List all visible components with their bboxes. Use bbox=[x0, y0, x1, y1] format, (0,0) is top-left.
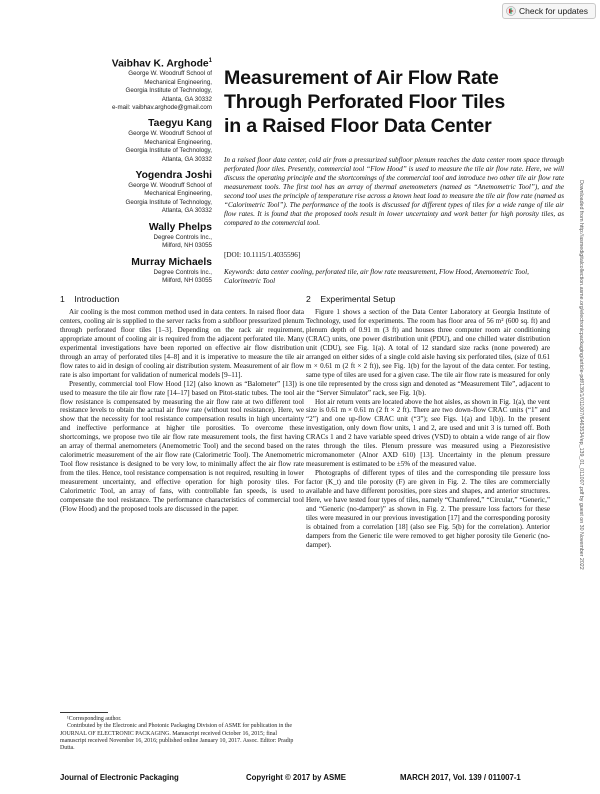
author-affiliation bbox=[60, 234, 212, 251]
affiliation-line: Georgia Institute of Technology, bbox=[125, 198, 212, 206]
abstract: In a raised floor data center, cold air from a pressurized subfloor plenum reaches the data center room space through perforated floor tiles. Presently, commercial tool “Flow Hood” is used to measure the tile air flow rate. Here, we will discuss the operating principle and the shortcomings of the commercial tool and introduce two other tile air flow rate measurement tools. The first tool has an array of thermal anemometers (named as “Anemometric Tool”), and the second tool uses the principle of temperature rise across a known heat load to measure the tile air flow rate (named as “Calorimetric Tool”). The performance of the tools is discussed for different types of tiles for a wide range of tile air flow rates. It is found that the proposed tools result in lower uncertainty and work better for high porosity tiles, as compared to the commercial tool. bbox=[224, 156, 564, 227]
section-heading-experimental-setup bbox=[306, 294, 395, 304]
author-affiliation bbox=[60, 70, 212, 112]
footnote: ¹Corresponding author. bbox=[67, 716, 122, 722]
paragraph: Figure 1 shows a section of the Data Center Laboratory at Georgia Institute of Technology, used for experiments. The room has floor area of 56 m² (600 sq. ft) and plenum depth of 0.91 m (3 ft) and houses three computer room air conditioning (CRAC) units, one power distribution unit (PDU), and one chilled water distribution unit (CDU), see Fig. 1(a). A total of 12 standard size racks (none powered) are arranged on either sides of a single cold aisle having six perforated tiles, (size of 0.61 m × 0.61 m (2 ft × 2 ft)), see Fig. 1(b) for the layout of the data center. For testing, same type of tiles are used for a given case. The tile air flow rate is measured for only one tile represented by the cross sign and denoted as “Measurement Tile”, adjacent to the “Server Simulator” rack, see Fig. 1(b). bbox=[306, 308, 550, 397]
author-block bbox=[60, 221, 212, 251]
footnote-rule bbox=[60, 712, 108, 713]
author-name: Yogendra Joshi bbox=[135, 170, 212, 182]
issue-info: MARCH 2017, Vol. 139 / 011007-1 bbox=[400, 773, 521, 782]
check-for-updates-label: Check for updates bbox=[519, 6, 588, 16]
affiliation-line: Degree Controls Inc., bbox=[153, 233, 212, 241]
affiliation-line: Degree Controls Inc., bbox=[153, 268, 212, 276]
doi: [DOI: 10.1115/1.4035596] bbox=[224, 251, 301, 259]
affiliation-line: Atlanta, GA 30332 bbox=[161, 207, 212, 215]
section-heading-introduction bbox=[60, 294, 119, 304]
affiliation-line: George W. Woodruff School of bbox=[128, 70, 212, 78]
experimental-setup-text bbox=[306, 308, 550, 550]
author-block bbox=[60, 256, 212, 286]
check-for-updates-icon bbox=[506, 6, 516, 16]
section-title: Introduction bbox=[74, 294, 120, 304]
author-block bbox=[60, 55, 212, 112]
affiliation-line: Milford, NH 03055 bbox=[162, 276, 212, 284]
affiliation-line: Mechanical Engineering, bbox=[144, 138, 212, 146]
affiliation-line: Atlanta, GA 30332 bbox=[161, 95, 212, 103]
affiliation-line: George W. Woodruff School of bbox=[128, 182, 212, 190]
affiliation-line: Atlanta, GA 30332 bbox=[161, 155, 212, 163]
paragraph: Air cooling is the most common method used in data centers. In raised floor data centers, cooling air is supplied to the server racks from a subfloor pressurized plenum through perforated floor tiles [1–3]. Depending on the rack air requirement, appropriate amount of cooling air is required from the adjacent perforated tile. Many experimental investigations have been reported on effective air flow distribution through an array of perforated tiles [4–8] and it is imperative to measure the tile air flow rates to aid in design of cooling air distribution system. Measurement of air flow rate is also important for validation of numerical models [9–11]. bbox=[60, 308, 304, 379]
affiliation-line: e-mail: vaibhav.arghode@gmail.com bbox=[111, 104, 212, 112]
affiliation-line: Mechanical Engineering, bbox=[144, 78, 212, 86]
paragraph: Presently, commercial tool Flow Hood [12] (also known as “Balometer” [13]) is used to measure the tile air flow rate [14–17] based on Pitot-static tubes. The tool air flow resistance is compensated by measuring the air flow rate at two different tool resistance levels to obtain the actual air flow rate (without tool resistance). Here, we show that the necessity for tool resistance compensation results in high uncertainty and ineffective performance at higher tile porosities. To overcome these shortcomings, we propose two tile air flow rate measurement tools, the first having an array of thermal anemometers (Anemometric Tool) and the second based on the calorimetric measurement of the air flow rate (Calorimetric Tool). The Anemometric Tool flow resistance is designed to be very low, to minimally affect the air flow rate from the tiles. Hence, tool resistance compensation is not required, resulting in lower measurement uncertainty, and effective operation for high porosity tiles. For Calorimetric Tool, an array of fans, with controllable fan speeds, is used to compensate the tool resistance. The performance characteristics of commercial tool (Flow Hood) and the proposed tools are discussed in the paper. bbox=[60, 379, 304, 513]
footnote: Contributed by the Electronic and Photonic Packaging Division of ASME for publication in the JOURNAL OF ELECTRONIC PACKAGING. Manuscript received October 16, 2015; final manuscript received November 16, 2016; published online January 10, 2017. Assoc. Editor: Pradip Dutta. bbox=[60, 723, 294, 752]
affiliation-line: George W. Woodruff School of bbox=[128, 130, 212, 138]
affiliation-line: Georgia Institute of Technology, bbox=[125, 87, 212, 95]
author-name: Vaibhav K. Arghode$^1$ bbox=[111, 58, 212, 70]
author-name: Murray Michaels bbox=[131, 256, 212, 268]
paragraph: Hot air return vents are located above the hot aisles, as shown in Fig. 1(a), the vent size is 0.61 m × 0.61 m (2 ft × 2 ft). There are two down-flow CRAC units (“1” and “2”) and one up-flow CRAC unit (“3”); see Figs. 1(a) and 1(b)). In the present investigation, only down flow units, 1 and 2, are used and unit 3 is turned off. Both CRACs 1 and 2 have variable speed drives (VSD) to obtain a wide range of air flow rates through the tiles. Plenum pressure was measured using a Piezoresistive micromanometer (Alnor AXD 610) [13]. Uncertainty in the plenum pressure measurement is estimated to be ±5% of the measured value. bbox=[306, 397, 551, 469]
affiliation-line: Mechanical Engineering, bbox=[144, 190, 212, 198]
paper-title bbox=[224, 66, 524, 138]
author-block bbox=[60, 169, 212, 216]
download-notice: Downloaded from http://asmedigitalcollection.asme.org/electronicpackaging/article-pdf/139/1/011007/6463534/ep_139_01_011007.pdf by guest on 30 November 2022 bbox=[578, 180, 584, 570]
author-block bbox=[60, 117, 212, 164]
author-name: Wally Phelps bbox=[148, 221, 212, 233]
affiliation-line: Georgia Institute of Technology, bbox=[125, 147, 212, 155]
section-number: 1 bbox=[60, 294, 65, 304]
section-number: 2 bbox=[306, 294, 311, 304]
title-line: in a Raised Floor Data Center bbox=[224, 115, 492, 137]
author-affiliation bbox=[60, 269, 212, 286]
paragraph: Photographs of different types of tiles and the corresponding tile pressure loss factor (K_t) and tile porosity (F) are given in Fig. 2. The tiles are commercially available and have different porosities, pore sizes and shapes, and anterior structures. Here, we have tested four types of tiles, namely “Chamfered,” “Circular,” “Generic,” and “Generic (no-damper)” as shown in Fig. 2. The pressure loss factors for these tiles were measured in our previous investigation [17] and the corresponding porosity is obtained from a correlation [18] (also see Fig. 5(b) for the correlation). Anterior dampers from the Generic tile were removed to get higher porosity tile Generic (no-damper). bbox=[306, 469, 550, 549]
author-footnote-mark: 1 bbox=[208, 58, 212, 64]
section-title: Experimental Setup bbox=[320, 294, 396, 304]
title-line: Through Perforated Floor Tiles bbox=[224, 91, 506, 113]
author-name: Taegyu Kang bbox=[148, 118, 212, 130]
author-affiliation bbox=[60, 130, 212, 164]
check-for-updates-button[interactable] bbox=[502, 3, 596, 19]
author-list bbox=[60, 55, 212, 290]
introduction-text bbox=[60, 308, 304, 514]
affiliation-line: Milford, NH 03055 bbox=[162, 242, 212, 250]
author-affiliation bbox=[60, 182, 212, 216]
copyright: Copyright © 2017 by ASME bbox=[246, 773, 346, 782]
keywords: Keywords: data center cooling, perforated tile, air flow rate measurement, Flow Hood, Anemometric Tool, Calorimetric Tool bbox=[224, 268, 529, 285]
title-line: Measurement of Air Flow Rate bbox=[224, 67, 499, 89]
journal-name: Journal of Electronic Packaging bbox=[60, 773, 179, 782]
footnotes bbox=[60, 716, 304, 752]
